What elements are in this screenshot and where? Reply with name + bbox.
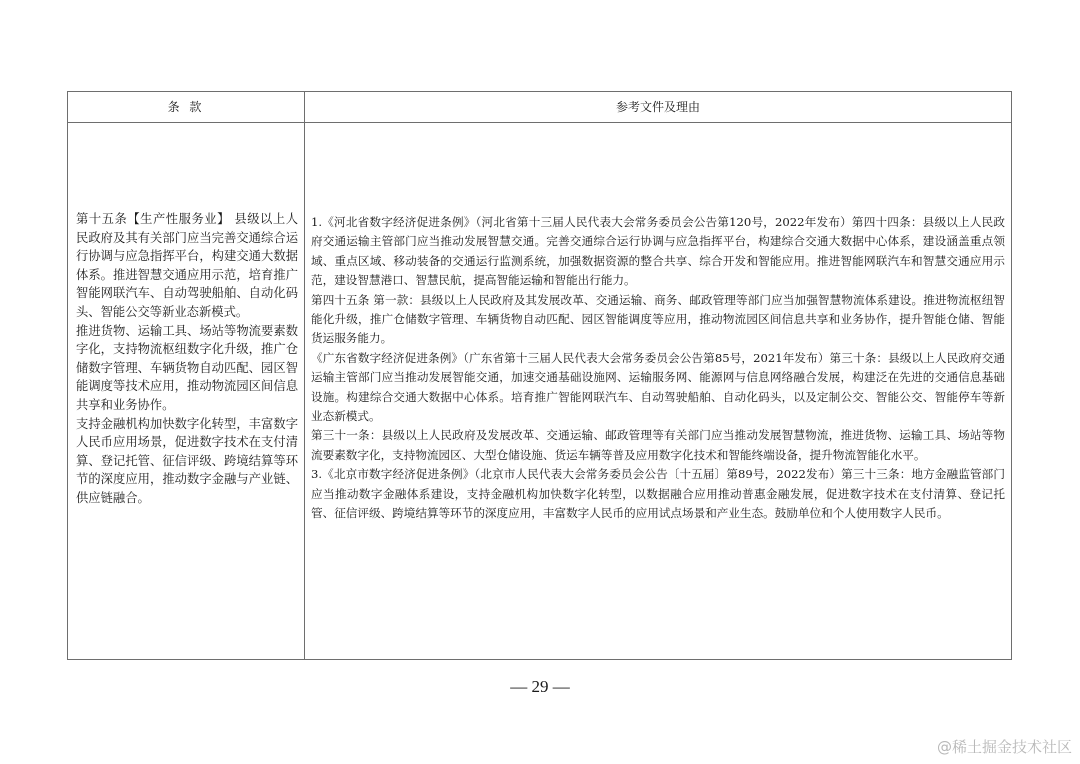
reference-paragraph: 第四十五条 第一款：县级以上人民政府及其发展改革、交通运输、商务、邮政管理等部门应当加强智慧物流体系建设。推进物流枢纽智能化升级，推广仓储数字管理、车辆货物自动匹配、园区智能调度等应用，推动物流园区间信息共享和业务协作，提升智能仓储、智能货运服务能力。 (311, 292, 1005, 346)
clause-paragraph: 第十五条【生产性服务业】 县级以上人民政府及其有关部门应当完善交通综合运行协调与应急指挥平台，构建交通大数据体系。推进智慧交通应用示范，培育推广智能网联汽车、自动驾驶船舶、自动化码头、智能公交等新业态新模式。 (76, 212, 298, 319)
reference-paragraph: 3.《北京市数字经济促进条例》（北京市人民代表大会常务委员会公告〔十五届〕第89号，2022发布）第三十三条：地方金融监管部门应当推动数字金融体系建设，支持金融机构加快数字化转型，以数据融合应用推动普惠金融发展，促进数字技术在支付清算、登记托管、征信评级、跨境结算等环节的深度应用，丰富数字人民币的应用试点场景和产业生态。鼓励单位和个人使用数字人民币。 (311, 467, 1005, 521)
page-number: — 29 — (510, 677, 570, 696)
regulation-table (67, 91, 1012, 660)
header-clause: 条 款 (167, 100, 205, 114)
column-divider (304, 92, 305, 659)
reference-paragraph: 第三十一条：县级以上人民政府及发展改革、交通运输、邮政管理等有关部门应当推动发展智慧物流，推进货物、运输工具、场站等物流要素数字化，支持物流园区、大型仓储设施、货运车辆等普及应用数字化技术和智能终端设备，提升物流智能化水平。 (311, 428, 1005, 462)
reference-paragraph: 《广东省数字经济促进条例》（广东省第十三届人民代表大会常务委员会公告第85号，2021年发布）第三十条：县级以上人民政府交通运输主管部门应当推动发展智能交通，加速交通基础设施网、运输服务网、能源网与信息网络融合发展，构建泛在先进的交通信息基础设施。构建综合交通大数据中心体系。培育推广智能网联汽车、自动驾驶船舶、自动化码头，以及定制公交、智能公交、智能停车等新业态新模式。 (311, 350, 1005, 424)
clause-paragraph: 支持金融机构加快数字化转型，丰富数字人民币应用场景，促进数字技术在支付清算、登记托管、征信评级、跨境结算等环节的深度应用，推动数字金融与产业链、供应链融合。 (76, 416, 298, 505)
header-references: 参考文件及理由 (615, 100, 700, 114)
references-cell (311, 213, 1005, 524)
reference-paragraph: 1.《河北省数字经济促进条例》（河北省第十三届人民代表大会常务委员会公告第120号，2022年发布）第四十四条：县级以上人民政府交通运输主管部门应当推动发展智慧交通。完善交通综合运行协调与应急指挥平台，构建综合交通大数据中心体系，建设涵盖重点领域、重点区域、移动装备的交通运行监测系统，加强数据资源的整合共享、综合开发和智能应用。推进智能网联汽车和智慧交通应用示范，建设智慧港口、智慧民航，提高智能运输和智能出行能力。 (311, 215, 1005, 288)
clause-cell (76, 210, 298, 508)
watermark: @稀土掘金技术社区 (936, 738, 1072, 756)
table-header-row (68, 92, 1011, 123)
clause-paragraph: 推进货物、运输工具、场站等物流要素数字化，支持物流枢纽数字化升级，推广仓储数字管理、车辆货物自动匹配、园区智能调度等技术应用，推动物流园区间信息共享和业务协作。 (76, 323, 298, 412)
